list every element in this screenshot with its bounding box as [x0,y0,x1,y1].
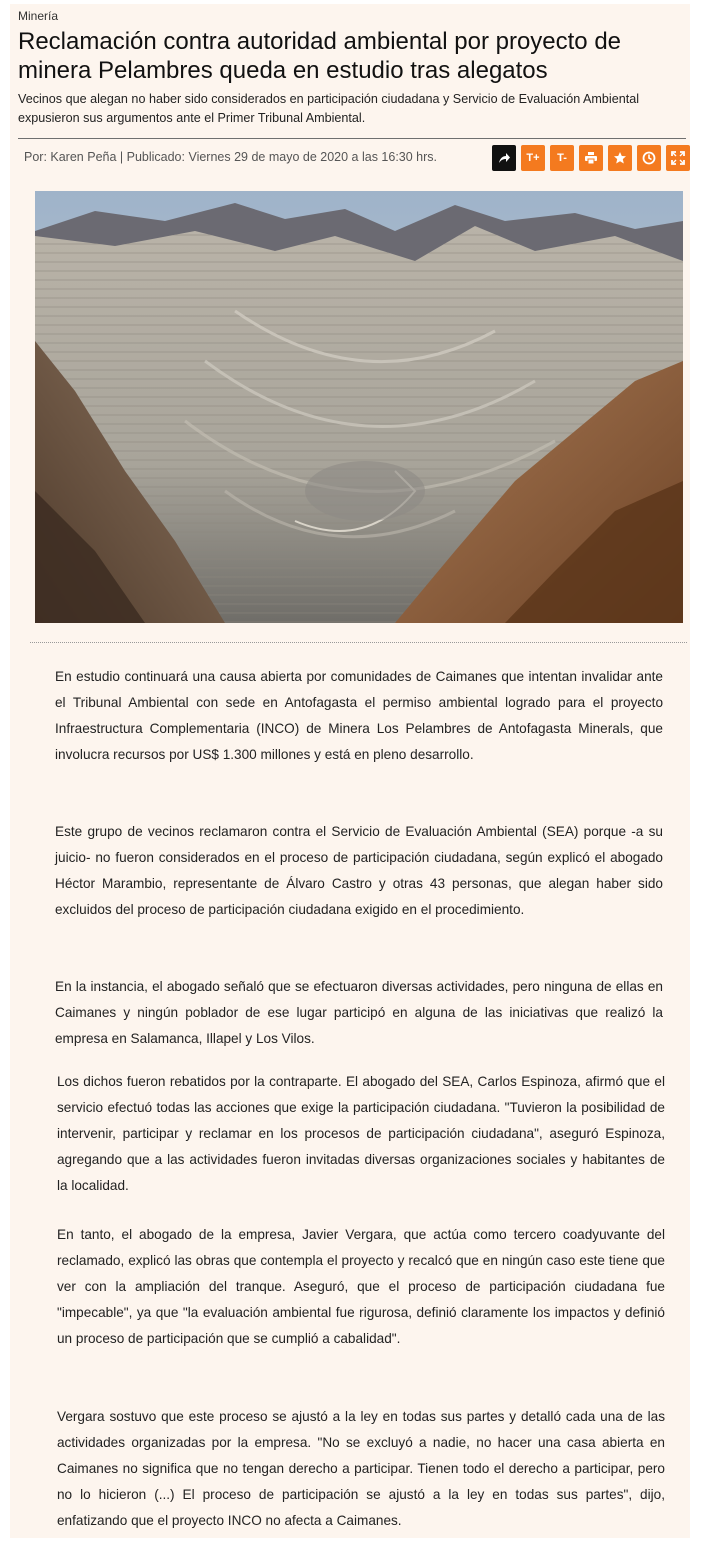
printer-icon [584,151,598,165]
expand-icon [671,151,685,165]
share-button[interactable] [492,145,516,171]
history-button[interactable] [637,145,661,171]
font-decrease-button[interactable]: T- [550,145,574,171]
clock-icon [642,151,656,165]
article-title: Reclamación contra autoridad ambiental por proyecto de minera Pelambres queda en estudio tras alegatos [18,28,622,84]
paragraph: Este grupo de vecinos reclamaron contra el Servicio de Evaluación Ambiental (SEA) porque -a su juicio- no fueron considerados en el proceso de participación ciudadana, según explicó el abogado Héctor Marambio, representante de Álvaro Castro y otras 43 personas, que alegan haber sido excluidos del proceso de participación ciudadana exigido en el procedimiento. [55,824,663,917]
article-subtitle: Vecinos que alegan no haber sido considerados en participación ciudadana y Servicio de Evaluación Ambiental expusieron sus argumentos ante el Primer Tribunal Ambiental. [18,92,640,125]
favorite-button[interactable] [608,145,632,171]
byline: Por: Karen Peña | Publicado: Viernes 29 de mayo de 2020 a las 16:30 hrs. [24,150,438,164]
paragraph: Vergara sostuvo que este proceso se ajustó a la ley en todas sus partes y detalló cada una de las actividades organizadas por la empresa. "No se excluyó a nadie, no hacer una casa abierta en Caimanes no significa que no tengan derecho a participar. Tienen todo el derecho a participar, pero no lo hicieron (...) El proceso de participación se ajustó a la ley en todas sus partes", dijo, enfatizando que el proyecto INCO no afecta a Caimanes. [57,1409,665,1528]
image-divider [30,642,687,643]
star-icon [613,151,627,165]
article-toolbar [492,145,690,171]
article-photo [35,191,683,623]
header-divider [18,138,686,139]
share-arrow-icon [497,151,511,165]
print-button[interactable] [579,145,603,171]
font-increase-button[interactable]: T+ [521,145,545,171]
fullscreen-button[interactable] [666,145,690,171]
section-label: Minería [18,9,59,23]
paragraph: En estudio continuará una causa abierta por comunidades de Caimanes que intentan invalidar ante el Tribunal Ambiental con sede en Antofagasta el permiso ambiental logrado para el proyecto Infraestructura Complementaria (INCO) de Minera Los Pelambres de Antofagasta Minerals, que involucra recursos por US$ 1.300 millones y está en pleno desarrollo. [55,669,663,762]
paragraph: En tanto, el abogado de la empresa, Javier Vergara, que actúa como tercero coadyuvante del reclamado, explicó las obras que contempla el proyecto y recalcó que en ningún caso este tiene que ver con la ampliación del tranque. Aseguró, que el proceso de participación ciudadana fue "impecable", ya que "la evaluación ambiental fue rigurosa, definió claramente los impactos y definió un proceso de participación que se cumplió a cabalidad". [57,1227,665,1346]
paragraph: En la instancia, el abogado señaló que se efectuaron diversas actividades, pero ninguna de ellas en Caimanes y ningún poblador de ese lugar participó en alguna de las iniciativas que realizó la empresa en Salamanca, Illapel y Los Vilos. [55,979,663,1046]
paragraph: Los dichos fueron rebatidos por la contraparte. El abogado del SEA, Carlos Espinoza, afirmó que el servicio efectuó todas las acciones que exige la participación ciudadana. "Tuvieron la posibilidad de intervenir, participar y reclamar en los procesos de participación ciudadana", aseguró Espinoza, agregando que a las actividades fueron invitadas diversas organizaciones sociales y habitantes de la localidad. [57,1074,665,1193]
